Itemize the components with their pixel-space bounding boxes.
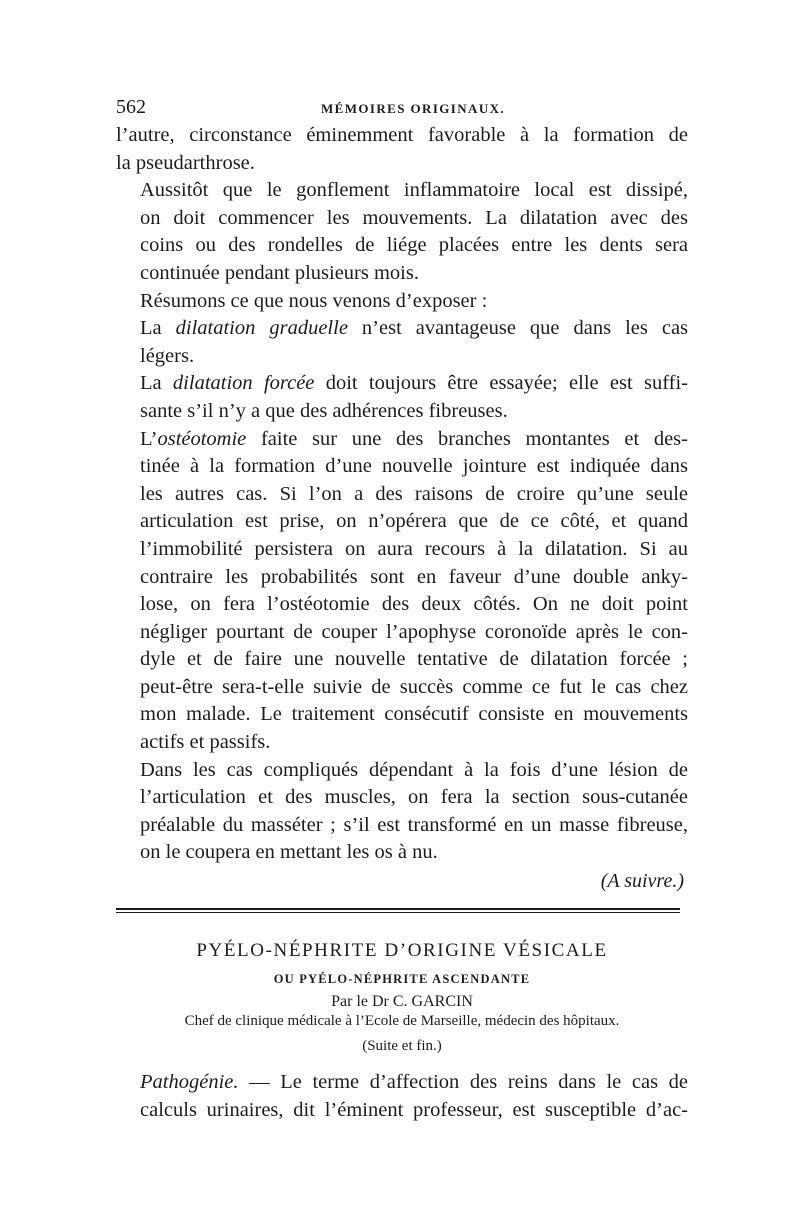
author-affiliation: Chef de clinique médicale à l’Ecole de Marseille, médecin des hôpitaux. (184, 1013, 620, 1030)
page-number: 562 (116, 96, 146, 118)
italic-term: dilatation graduelle (175, 317, 348, 340)
article-subtitle: OU PYÉLO-NÉPHRITE ASCENDANTE (273, 972, 531, 987)
text-line (116, 426, 688, 454)
text-line (116, 315, 688, 343)
text-run: L’ (140, 427, 158, 450)
text-line: tinée à la formation d’une nouvelle jointure est indiquée dans (140, 455, 688, 478)
text-run: doit toujours être essayée; elle est suffi- (314, 372, 689, 395)
paragraph (116, 315, 688, 370)
text-line: on le coupera en mettant les os à nu. (140, 841, 438, 864)
text-run: faite sur une des branches montantes et des- (246, 427, 688, 450)
article-title: PYÉLO-NÉPHRITE D’ORIGINE VÉSICALE (196, 940, 608, 962)
to-be-continued-text: (A suivre.) (600, 870, 684, 893)
text-line: on doit commencer les mouvements. La dilatation avec des (140, 206, 688, 229)
paragraph (116, 288, 688, 316)
text-line: peut-être sera-t-elle suivie de succès comme ce fut le cas chez (140, 675, 688, 698)
text-run: La (140, 372, 173, 395)
italic-term: dilatation forcée (172, 372, 315, 395)
body-text (116, 122, 688, 867)
paragraph (116, 177, 688, 287)
paragraph (116, 1069, 688, 1124)
book-page (116, 96, 688, 1124)
italic-term: ostéotomie (157, 427, 247, 450)
text-line: les autres cas. Si l’on a des raisons de croire qu’une seule (140, 482, 688, 505)
text-line: négliger pourtant de couper l’apophyse coronoïde après le con- (140, 620, 688, 643)
text-line (116, 370, 688, 398)
paragraph (116, 757, 688, 867)
text-line: sante s’il n’y a que des adhérences fibreuses. (140, 399, 508, 422)
text-line: continuée pendant plusieurs mois. (140, 261, 419, 284)
text-line: Résumons ce que nous venons d’exposer : (140, 289, 488, 312)
text-line: actifs et passifs. (140, 731, 271, 754)
text-line: dyle et de faire une nouvelle tentative de dilatation forcée ; (140, 648, 688, 671)
text-line: Aussitôt que le gonflement inflammatoire local est dissipé, (140, 179, 688, 202)
paragraph (116, 122, 688, 177)
text-line (116, 1069, 688, 1097)
text-line: calculs urinaires, dit l’éminent professeur, est susceptible d’ac- (140, 1098, 688, 1121)
running-header (116, 96, 688, 122)
text-line: Dans les cas compliqués dépendant à la fois d’une lésion de (140, 758, 688, 781)
text-run: La (140, 317, 176, 340)
continuation-note: (Suite et fin.) (362, 1038, 442, 1055)
text-line: l’articulation et des muscles, on fera la section sous-cutanée (140, 786, 688, 809)
text-line: coins ou des rondelles de liége placées entre les dents sera (140, 234, 688, 257)
divider-rule (116, 912, 680, 913)
paragraph (116, 370, 688, 425)
running-title: MÉMOIRES ORIGINAUX. (321, 101, 506, 116)
text-run: n’est avantageuse que dans les cas (347, 317, 689, 340)
text-line: préalable du masséter ; s’il est transformé en un masse fibreuse, (140, 813, 688, 836)
article-opening (116, 1069, 688, 1124)
section-divider (116, 908, 688, 914)
text-line: contraire les probabilités sont en faveur d’une double anky- (140, 565, 688, 588)
text-line: articulation est prise, on n’opérera que de ce côté, et quand (140, 510, 688, 533)
italic-heading: Pathogénie. (140, 1071, 239, 1094)
text-line: mon malade. Le traitement consécutif consiste en mouvements (140, 703, 688, 726)
text-run: — Le terme d’affection des reins dans le cas de (238, 1071, 688, 1094)
paragraph (116, 426, 688, 757)
author-line: Par le Dr C. GARCIN (331, 993, 473, 1011)
text-line: l’immobilité persistera on aura recours à la dilatation. Si au (140, 537, 688, 560)
text-line: l’autre, circonstance éminemment favorable à la formation de (116, 124, 688, 146)
to-be-continued (116, 868, 688, 894)
text-line: légers. (140, 344, 195, 367)
text-line: lose, on fera l’ostéotomie des deux côtés. On ne doit point (140, 593, 688, 616)
text-line: la pseudarthrose. (116, 151, 255, 174)
divider-rule (116, 908, 680, 910)
